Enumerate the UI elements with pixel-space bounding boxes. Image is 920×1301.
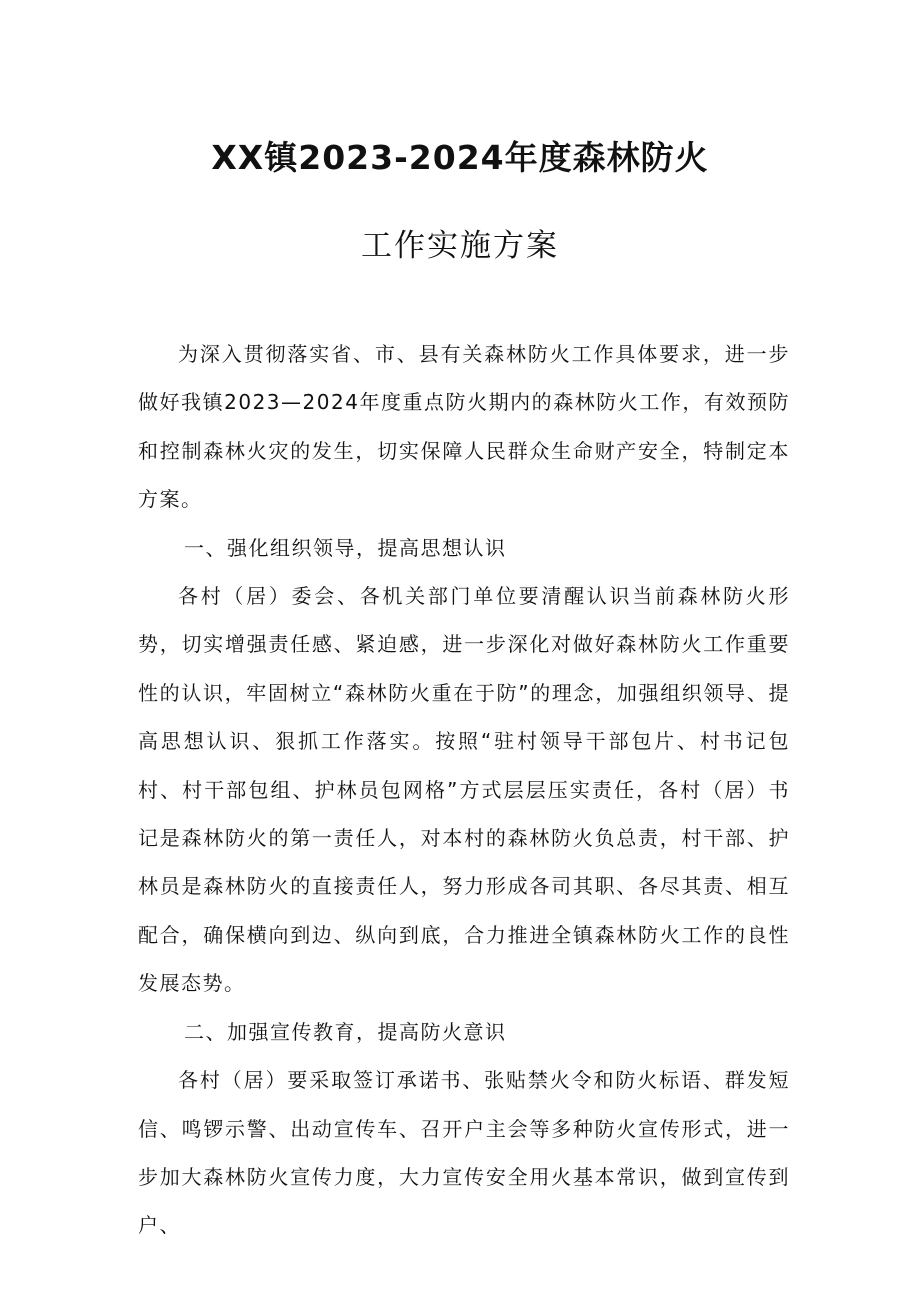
section-1-paragraph: 各村（居）委会、各机关部门单位要清醒认识当前森林防火形势，切实增强责任感、紧迫感，进一步深化对做好森林防火工作重要性的认识，牢固树立“森林防火重在于防”的理念，加强组织领导、提高思想认识、狠抓工作落实。按照“驻村领导干部包片、村书记包村、村干部包组、护林员包网格”方式层层压实责任，各村（居）书记是森林防火的第一责任人，对本村的森林防火负总责，村干部、护林员是森林防火的直接责任人，努力形成各司其职、各尽其责、相互配合，确保横向到边、纵向到底，合力推进全镇森林防火工作的良性发展态势。 — [138, 584, 790, 996]
document-body — [138, 330, 790, 1250]
intro-paragraph: 为深入贯彻落实省、市、县有关森林防火工作具体要求，进一步做好我镇2023—2024年度重点防火期内的森林防火工作，有效预防和控制森林火灾的发生，切实保障人民群众生命财产安全，特制定本方案。 — [138, 342, 790, 512]
section-heading-2: 二、加强宣传教育，提高防火意识 — [184, 1019, 507, 1044]
document-title-line-2: 工作实施方案 — [361, 228, 559, 264]
document-title-line-1: XX镇2023-2024年度森林防火 — [211, 138, 709, 177]
section-heading-1: 一、强化组织领导，提高思想认识 — [184, 535, 507, 560]
section-2-paragraph: 各村（居）要采取签订承诺书、张贴禁火令和防火标语、群发短信、鸣锣示警、出动宣传车、召开户主会等多种防火宣传形式，进一步加大森林防火宣传力度，大力宣传安全用火基本常识，做到宣传到户、 — [138, 1068, 790, 1238]
